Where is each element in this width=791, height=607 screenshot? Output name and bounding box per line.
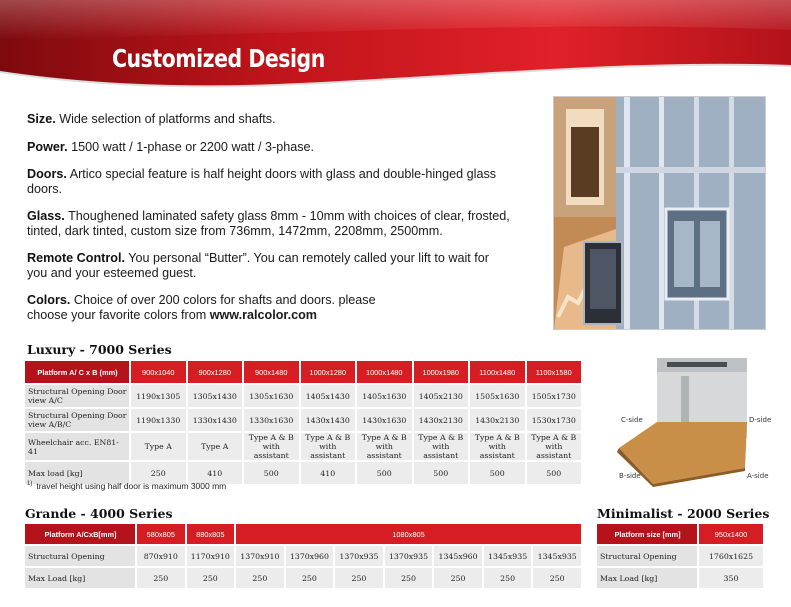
grande-spec-table bbox=[23, 522, 583, 590]
table-row: Structural Opening 870x910 1170x910 1370x910 1370x960 1370x935 1370x935 1345x960 1345x935 1345x935 bbox=[25, 546, 581, 566]
table-row: Wheelchair acc. EN81-41 Type A Type A Type A & B with assistant Type A & B with assistant Type A & B with assistant Type A & B with assistant Type A & B with assistant Type A & B with assistant bbox=[25, 433, 581, 460]
header-banner bbox=[0, 0, 791, 92]
page-title: Customized Design bbox=[112, 44, 325, 73]
table-row: Max Load [kg] 250 250 250 250 250 250 250 250 250 bbox=[25, 568, 581, 588]
luxury-footnote: $^{1)}$ travel height using half door is maximum 3000 mm bbox=[27, 481, 227, 491]
feature-power: Power. 1500 watt / 1-phase or 2200 watt / 3-phase. bbox=[27, 139, 315, 154]
features-list bbox=[27, 112, 547, 335]
feature-glass: Glass. Thoughened laminated safety glass 8mm - 10mm with choices of clear, frosted, tinted, dark tinted, custom size from 736mm, 1472mm, 2208mm, 2500mm. bbox=[27, 209, 510, 238]
table-row: Platform A/CxB[mm] 580x805 880x805 1080x805 bbox=[25, 524, 581, 544]
feature-size: Size. Wide selection of platforms and shafts. bbox=[27, 112, 276, 126]
luxury-series-title: Luxury - 7000 Series bbox=[27, 342, 172, 357]
table-row: Max Load [kg] 350 bbox=[597, 568, 763, 588]
table-row: Structural Opening Door view A/C 1190x1305 1305x1430 1305x1630 1405x1430 1405x1630 1405x2130 1505x1630 1505x1730 bbox=[25, 385, 581, 407]
luxury-spec-table bbox=[23, 359, 583, 486]
a-side-label: A-side bbox=[747, 472, 769, 480]
b-side-label: B-side bbox=[619, 472, 641, 480]
table-row: Structural Opening Door view A/B/C 1190x1330 1330x1430 1330x1630 1430x1430 1430x1630 1430x2130 1430x2130 1530x1730 bbox=[25, 409, 581, 431]
feature-doors: Doors. Artico special feature is half height doors with glass and double-hinged glass doors. bbox=[27, 167, 497, 196]
table-row: Max load [kg] 250 410 500 410 500 500 500 500 bbox=[25, 462, 581, 484]
table-row: Structural Opening 1760x1625 bbox=[597, 546, 763, 566]
lift-photo-collage bbox=[553, 96, 766, 330]
c-side-label: C-side bbox=[621, 416, 643, 424]
feature-remote-control: Remote Control. You personal “Butter”. You can remotely called your lift to wait for you and your esteemed guest. bbox=[27, 251, 489, 280]
feature-colors: Colors. Choice of over 200 colors for shafts and doors. please choose your favorite colors from www.ralcolor.com bbox=[27, 293, 376, 322]
grande-series-title: Grande - 4000 Series bbox=[25, 506, 173, 521]
minimalist-series-title: Minimalist - 2000 Series bbox=[597, 506, 770, 521]
d-side-label: D-side bbox=[749, 416, 772, 424]
minimalist-spec-table bbox=[595, 522, 765, 590]
lift-platform-diagram bbox=[597, 356, 781, 487]
table-row: Platform A/ C x B (mm) 900x1040 900x1280 900x1480 1000x1280 1000x1480 1000x1980 1100x1480 1100x1580 bbox=[25, 361, 581, 383]
ralcolor-link[interactable]: www.ralcolor.com bbox=[209, 307, 317, 322]
table-row: Platform size [mm] 950x1400 bbox=[597, 524, 763, 544]
